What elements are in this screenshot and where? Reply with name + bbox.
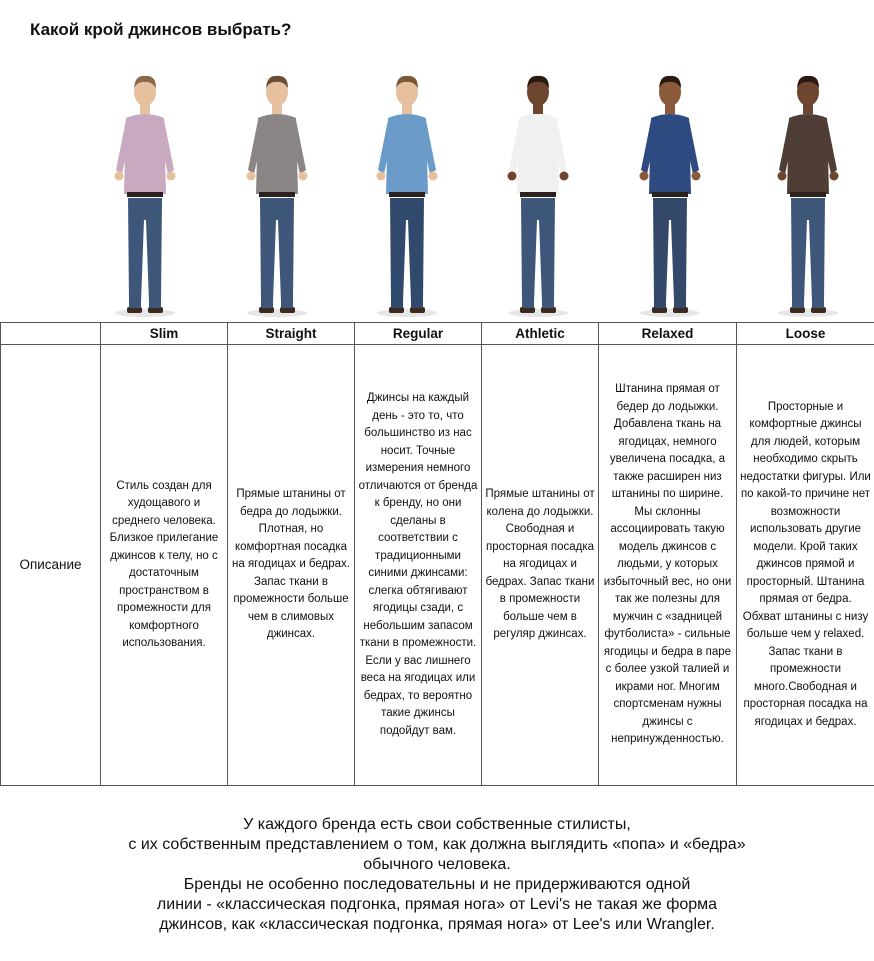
model-athletic-image (488, 70, 588, 320)
table-row (1, 345, 874, 786)
cell-relaxed-description: Штанина прямая от бедер до лодыжки. Добавлена ткань на ягодицах, немного увеличена посадка, а также расширен низ штанины по ширине. Мы склонны ассоциировать такую модель джинсов с людьми, у которых избыточный вес, но они так же полезны для мужчин с «задницей футболиста» - сильные ягодицы и бедра в паре с более узкой талией и икрами ног. Многим спортсменам нужны джинсы с непринужденностью. (599, 345, 737, 786)
bottom-note-line: с их собственным представлением о том, как должна выглядить «попа» и «бедра» (128, 836, 746, 853)
model-regular-image (357, 70, 457, 320)
column-header-loose: Loose (737, 323, 874, 345)
bottom-note-line: линии - «классическая подгонка, прямая нога» от Levi's не такая же форма (156, 896, 718, 913)
cell-slim-description: Стиль создан для худощавого и среднего человека. Близкое прилегание джинсов к телу, но с достаточным пространством в промежности для комфортного использования. (101, 345, 228, 786)
jeans-fit-table (0, 322, 874, 786)
bottom-note-line: У каждого бренда есть свои собственные стилисты, (243, 816, 631, 833)
column-header-slim: Slim (101, 323, 228, 345)
model-loose-image (758, 70, 858, 320)
table-header-row (1, 323, 874, 345)
cell-regular-description: Джинсы на каждый день - это то, что большинство из нас носит. Точные измерения немного отличаются от бренда к бренду, но они сделаны в соответствии с традиционными синими джинсами: слегка обтягивают ягодицы сзади, с небольшим запасом ткани в промежности. Если у вас лишнего веса на ягодицах или бедрах, то вероятно такие джинсы подойдут вам. (355, 345, 482, 786)
column-header-athletic: Athletic (482, 323, 599, 345)
models-photo-strip (0, 70, 874, 320)
bottom-note-line: Бренды не особенно последовательны и не придерживаются одной (183, 876, 691, 893)
cell-loose-description: Просторные и комфортные джинсы для людей, которым необходимо скрыть недостатки фигуры. Или по какой-то причине нет возможности использовать другие модели. Крой таких джинсов прямой и просторный. Штанина прямая от бедра. Обхват штанины с низу больше чем у relaxed. Запас ткани в промежности много.Свободная и просторная посадка на ягодицах и бедрах. (737, 345, 874, 786)
cell-straight-description: Прямые штанины от бедра до лодыжки. Плотная, но комфортная посадка на ягодицах и бедрах. Запас ткани в промежности больше чем в слимовых джинсах. (228, 345, 355, 786)
column-header-relaxed: Relaxed (599, 323, 737, 345)
column-header-regular: Regular (355, 323, 482, 345)
row-label-description: Описание (1, 345, 101, 786)
page-title: Какой крой джинсов выбрать? (30, 20, 292, 39)
bottom-note-line: обычного человека. (363, 856, 511, 873)
table-corner-cell (1, 323, 101, 345)
cell-athletic-description: Прямые штанины от колена до лодыжки. Свободная и просторная посадка на ягодицах и бедрах. Запас ткани в промежности больше чем в регуляр джинсах. (482, 345, 599, 786)
model-slim-image (95, 70, 195, 320)
model-straight-image (227, 70, 327, 320)
bottom-note (0, 815, 874, 935)
bottom-note-line: джинсов, как «классическая подгонка, прямая нога» от Lee's или Wrangler. (159, 916, 715, 933)
column-header-straight: Straight (228, 323, 355, 345)
model-relaxed-image (620, 70, 720, 320)
